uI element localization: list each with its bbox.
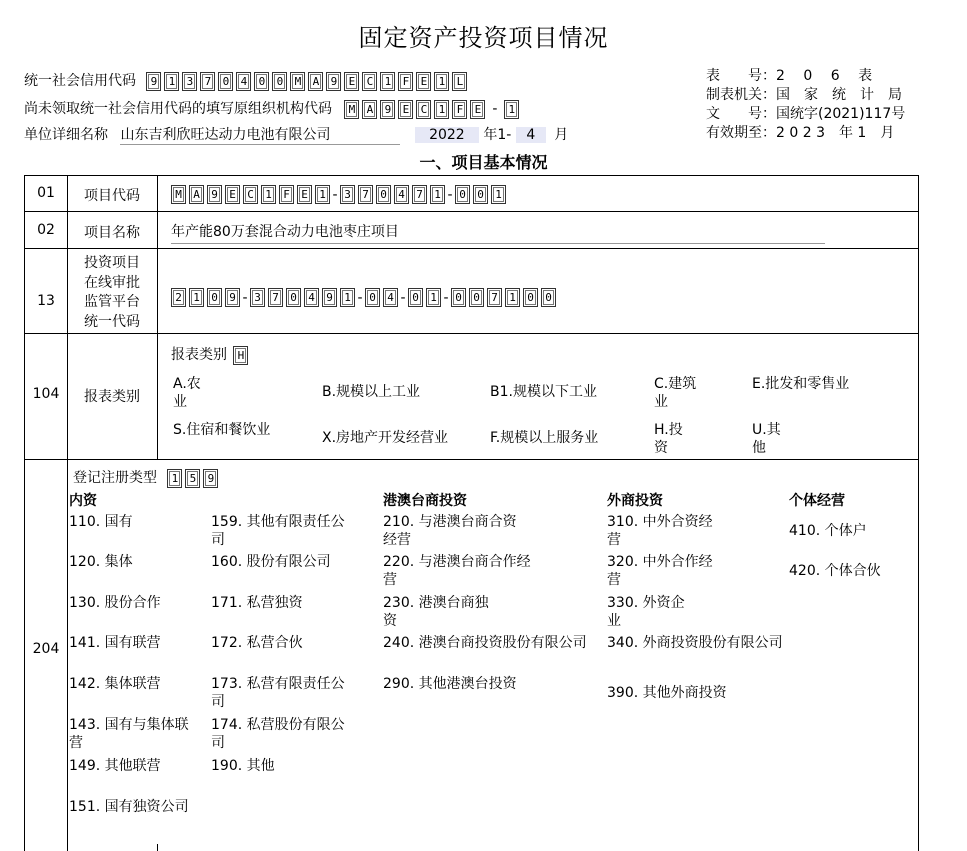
- registration-type-row: [73, 467, 218, 488]
- code-char-box[interactable]: 0: [469, 288, 484, 307]
- org-code-check-input[interactable]: [504, 100, 519, 119]
- validity-label: 有效期至：: [706, 125, 776, 141]
- code-char-box[interactable]: 3: [250, 288, 265, 307]
- code-char-box[interactable]: 0: [254, 72, 269, 91]
- registration-type-option[interactable]: 159. 其他有限责任公司: [211, 514, 345, 548]
- approval-code-label-line: 统一代码: [84, 313, 140, 330]
- option-code: U.: [752, 422, 767, 438]
- code-char-box[interactable]: 1: [430, 185, 445, 204]
- code-char-box[interactable]: 0: [286, 288, 301, 307]
- registration-type-option[interactable]: 174. 私营股份有限公司: [211, 717, 345, 751]
- code-char-box[interactable]: 7: [487, 288, 502, 307]
- option-text: 房地产开发经营业: [336, 430, 449, 446]
- registration-type-option[interactable]: 142. 集体联营: [69, 676, 161, 692]
- unit-name-field[interactable]: 山东吉利欣旺达动力电池有限公司: [120, 124, 400, 145]
- option-text: 建筑业: [654, 376, 697, 410]
- authority-label: 制表机关：: [706, 87, 776, 103]
- code-char-box[interactable]: 4: [236, 72, 251, 91]
- code-segment: [171, 288, 240, 307]
- row-number: 01: [37, 185, 55, 201]
- project-code-input[interactable]: [171, 185, 506, 204]
- report-category-option[interactable]: [752, 421, 792, 457]
- option-text: 其他: [752, 422, 781, 456]
- document-number-label: 文 号：: [706, 106, 776, 122]
- code-segment: [250, 288, 355, 307]
- code-char-box[interactable]: 1: [261, 185, 276, 204]
- code-char-box[interactable]: 1: [315, 185, 330, 204]
- code-char-box[interactable]: F: [452, 100, 467, 119]
- code-char-box[interactable]: A: [308, 72, 323, 91]
- code-segment: [455, 185, 506, 204]
- year-label: 年1-: [483, 127, 512, 143]
- registration-type-option[interactable]: 151. 国有独资公司: [69, 799, 189, 815]
- org-code-row: [24, 98, 519, 119]
- credit-code-input[interactable]: [146, 72, 467, 91]
- option-code: E.: [752, 376, 766, 392]
- code-char-box[interactable]: 1: [189, 288, 204, 307]
- code-char-box[interactable]: 9: [322, 288, 337, 307]
- code-char-box[interactable]: C: [416, 100, 431, 119]
- code-char-box[interactable]: C: [362, 72, 377, 91]
- code-char-box[interactable]: 0: [207, 288, 222, 307]
- code-char-box[interactable]: M: [344, 100, 359, 119]
- code-separator: -: [332, 186, 338, 203]
- code-char-box[interactable]: E: [344, 72, 359, 91]
- registration-type-option[interactable]: 172. 私营合伙: [211, 635, 303, 651]
- code-segment: [171, 185, 330, 204]
- registration-type-option[interactable]: 310. 中外合资经营: [607, 514, 713, 548]
- registration-group-title: 内资: [69, 493, 97, 509]
- code-char-box[interactable]: 1: [167, 469, 182, 488]
- report-category-option[interactable]: [173, 421, 273, 439]
- authority-value: 国 家 统 计 局: [776, 87, 902, 103]
- code-char-box[interactable]: 7: [412, 185, 427, 204]
- code-char-box[interactable]: 1: [434, 100, 449, 119]
- registration-type-option[interactable]: 171. 私营独资: [211, 595, 303, 611]
- code-char-box[interactable]: 5: [185, 469, 200, 488]
- code-char-box[interactable]: E: [416, 72, 431, 91]
- row-number: 204: [32, 641, 60, 657]
- option-text: 住宿和餐饮业: [186, 422, 271, 438]
- code-char-box[interactable]: 1: [380, 72, 395, 91]
- code-char-box[interactable]: M: [290, 72, 305, 91]
- code-char-box[interactable]: 1: [491, 185, 506, 204]
- registration-group-title: 港澳台商投资: [383, 493, 467, 509]
- row-number: 13: [37, 293, 55, 309]
- code-char-box[interactable]: A: [189, 185, 204, 204]
- code-char-box[interactable]: 0: [218, 72, 233, 91]
- credit-code-label: 统一社会信用代码: [24, 73, 136, 89]
- registration-type-option[interactable]: 420. 个体合伙: [789, 563, 881, 579]
- report-category-label: 报表类别: [84, 389, 140, 405]
- document-number: [706, 105, 905, 124]
- registration-type-option[interactable]: 230. 港澳台商独资: [383, 595, 489, 629]
- report-category-option[interactable]: [173, 375, 213, 411]
- code-separator: -: [400, 289, 406, 306]
- form-number: [706, 67, 872, 86]
- year-field[interactable]: 2022: [415, 127, 479, 143]
- code-char-box[interactable]: 9: [225, 288, 240, 307]
- report-category-option[interactable]: [490, 429, 650, 447]
- approval-code-label-line: 监管平台: [84, 294, 140, 310]
- month-field[interactable]: 4: [516, 127, 546, 143]
- code-char-box[interactable]: 9: [326, 72, 341, 91]
- registration-type-option[interactable]: 143. 国有与集体联营: [69, 717, 189, 751]
- org-code-label: 尚未领取统一社会信用代码的填写原组织机构代码: [24, 101, 332, 117]
- code-char-box[interactable]: 7: [268, 288, 283, 307]
- report-category-option[interactable]: [490, 383, 650, 401]
- project-info-table: [24, 175, 919, 851]
- option-code: H.: [654, 422, 669, 438]
- option-text: 规模以上服务业: [500, 430, 599, 446]
- month-label: 月: [554, 127, 569, 143]
- unit-name-label: 单位详细名称: [24, 127, 108, 143]
- report-category-inner-label: 报表类别: [171, 347, 227, 363]
- row-number: 02: [37, 222, 55, 238]
- registration-type-option[interactable]: 410. 个体户: [789, 523, 867, 539]
- code-char-box[interactable]: 3: [340, 185, 355, 204]
- code-char-box[interactable]: 4: [383, 288, 398, 307]
- code-char-box[interactable]: L: [452, 72, 467, 91]
- registration-type-option[interactable]: 160. 股份有限公司: [211, 554, 331, 570]
- code-char-box[interactable]: E: [470, 100, 485, 119]
- code-char-box[interactable]: 0: [365, 288, 380, 307]
- code-char-box[interactable]: E: [225, 185, 240, 204]
- registration-type-input[interactable]: [167, 469, 218, 488]
- code-char-box[interactable]: 0: [523, 288, 538, 307]
- option-code: S.: [173, 422, 187, 438]
- approval-code-label: [67, 254, 157, 332]
- code-char-box[interactable]: 1: [340, 288, 355, 307]
- report-category-option[interactable]: [322, 429, 482, 447]
- registration-type-option[interactable]: 173. 私营有限责任公司: [211, 676, 345, 710]
- registration-type-option[interactable]: 120. 集体: [69, 554, 133, 570]
- registration-type-option[interactable]: 340. 外商投资股份有限公司: [607, 635, 783, 651]
- document-number-value: 国统字(2021)117号: [776, 106, 906, 122]
- code-char-box[interactable]: 3: [182, 72, 197, 91]
- registration-type-label: 登记注册类型: [73, 470, 157, 486]
- code-separator: -: [443, 289, 449, 306]
- project-code-label: 项目代码: [84, 188, 140, 204]
- registration-type-option[interactable]: 141. 国有联营: [69, 635, 161, 651]
- registration-type-option[interactable]: 110. 国有: [69, 514, 133, 530]
- code-char-box[interactable]: 4: [304, 288, 319, 307]
- registration-group-title: 个体经营: [789, 493, 845, 509]
- code-char-box[interactable]: 1: [164, 72, 179, 91]
- code-char-box[interactable]: 1: [504, 100, 519, 119]
- code-char-box[interactable]: A: [362, 100, 377, 119]
- report-category-option[interactable]: [654, 375, 704, 411]
- project-name-field[interactable]: 年产能80万套混合动力电池枣庄项目: [171, 221, 825, 244]
- code-char-box[interactable]: 0: [376, 185, 391, 204]
- registration-type-option[interactable]: 290. 其他港澳台投资: [383, 676, 517, 692]
- report-category-row: [171, 344, 248, 365]
- option-text: 投资: [654, 422, 683, 456]
- code-char-box[interactable]: 1: [426, 288, 441, 307]
- option-code: C.: [654, 376, 669, 392]
- registration-type-option[interactable]: 190. 其他: [211, 758, 275, 774]
- option-text: 批发和零售业: [765, 376, 850, 392]
- code-char-box[interactable]: 9: [203, 469, 218, 488]
- code-char-box[interactable]: 9: [207, 185, 222, 204]
- registration-type-option[interactable]: 220. 与港澳台商合作经营: [383, 554, 531, 588]
- code-char-box[interactable]: 0: [473, 185, 488, 204]
- report-category-option[interactable]: [752, 375, 862, 393]
- validity-value: 2 0 2 3 年 1 月: [776, 125, 895, 141]
- code-char-box[interactable]: E: [297, 185, 312, 204]
- option-text: 农业: [173, 376, 201, 410]
- code-char-box[interactable]: M: [171, 185, 186, 204]
- registration-type-option[interactable]: 330. 外资企业: [607, 595, 685, 629]
- code-segment: [451, 288, 556, 307]
- registration-type-option[interactable]: 130. 股份合作: [69, 595, 161, 611]
- code-segment: [408, 288, 441, 307]
- code-segment: [340, 185, 445, 204]
- code-char-box[interactable]: 7: [358, 185, 373, 204]
- page-title: 固定资产投资项目情况: [358, 24, 609, 52]
- registration-type-option[interactable]: 320. 中外合作经营: [607, 554, 713, 588]
- registration-type-option[interactable]: 240. 港澳台商投资股份有限公司: [383, 635, 587, 651]
- validity: [706, 124, 894, 143]
- code-char-box[interactable]: 1: [434, 72, 449, 91]
- code-char-box[interactable]: 2: [171, 288, 186, 307]
- code-char-box[interactable]: F: [279, 185, 294, 204]
- code-char-box[interactable]: 9: [146, 72, 161, 91]
- approval-code-label-line: 在线审批: [84, 274, 140, 291]
- option-text: 规模以下工业: [512, 384, 597, 400]
- code-char-box[interactable]: 0: [272, 72, 287, 91]
- code-separator: -: [242, 289, 248, 306]
- section-title: 一、项目基本情况: [419, 153, 548, 172]
- form-number-label: 表 号：: [706, 68, 776, 84]
- code-char-box[interactable]: 0: [451, 288, 466, 307]
- code-segment: [365, 288, 398, 307]
- authority: [706, 86, 902, 105]
- approval-code-label-line: 投资项目: [84, 255, 140, 271]
- code-char-box[interactable]: E: [398, 100, 413, 119]
- option-code: B1.: [490, 384, 513, 400]
- report-category-option[interactable]: [654, 421, 694, 457]
- registration-type-option[interactable]: 390. 其他外商投资: [607, 685, 727, 701]
- unit-name-row: [24, 124, 568, 145]
- code-char-box[interactable]: 7: [200, 72, 215, 91]
- project-name-label: 项目名称: [84, 225, 140, 241]
- report-category-option[interactable]: [322, 383, 482, 401]
- code-separator: -: [447, 186, 453, 203]
- option-code: A.: [173, 376, 187, 392]
- org-code-input[interactable]: [344, 100, 485, 119]
- form-number-value: 2 0 6 表: [776, 68, 873, 84]
- code-separator: -: [357, 289, 363, 306]
- credit-code-row: [24, 70, 467, 91]
- option-code: B.: [322, 384, 337, 400]
- code-char-box[interactable]: F: [398, 72, 413, 91]
- org-code-separator: -: [492, 101, 498, 117]
- code-char-box[interactable]: 4: [394, 185, 409, 204]
- report-category-input[interactable]: H: [233, 346, 248, 365]
- code-char-box[interactable]: 9: [380, 100, 395, 119]
- approval-code-input[interactable]: [171, 288, 556, 307]
- registration-type-option[interactable]: 210. 与港澳台商合资经营: [383, 514, 517, 548]
- code-char-box[interactable]: 0: [455, 185, 470, 204]
- registration-type-option[interactable]: 149. 其他联营: [69, 758, 161, 774]
- option-code: X.: [322, 430, 337, 446]
- option-text: 规模以上工业: [336, 384, 421, 400]
- row-number: 104: [32, 386, 60, 402]
- code-char-box[interactable]: C: [243, 185, 258, 204]
- code-char-box[interactable]: 0: [541, 288, 556, 307]
- registration-group-title: 外商投资: [607, 493, 663, 509]
- code-char-box[interactable]: 0: [408, 288, 423, 307]
- code-char-box[interactable]: 1: [505, 288, 520, 307]
- option-code: F.: [490, 430, 501, 446]
